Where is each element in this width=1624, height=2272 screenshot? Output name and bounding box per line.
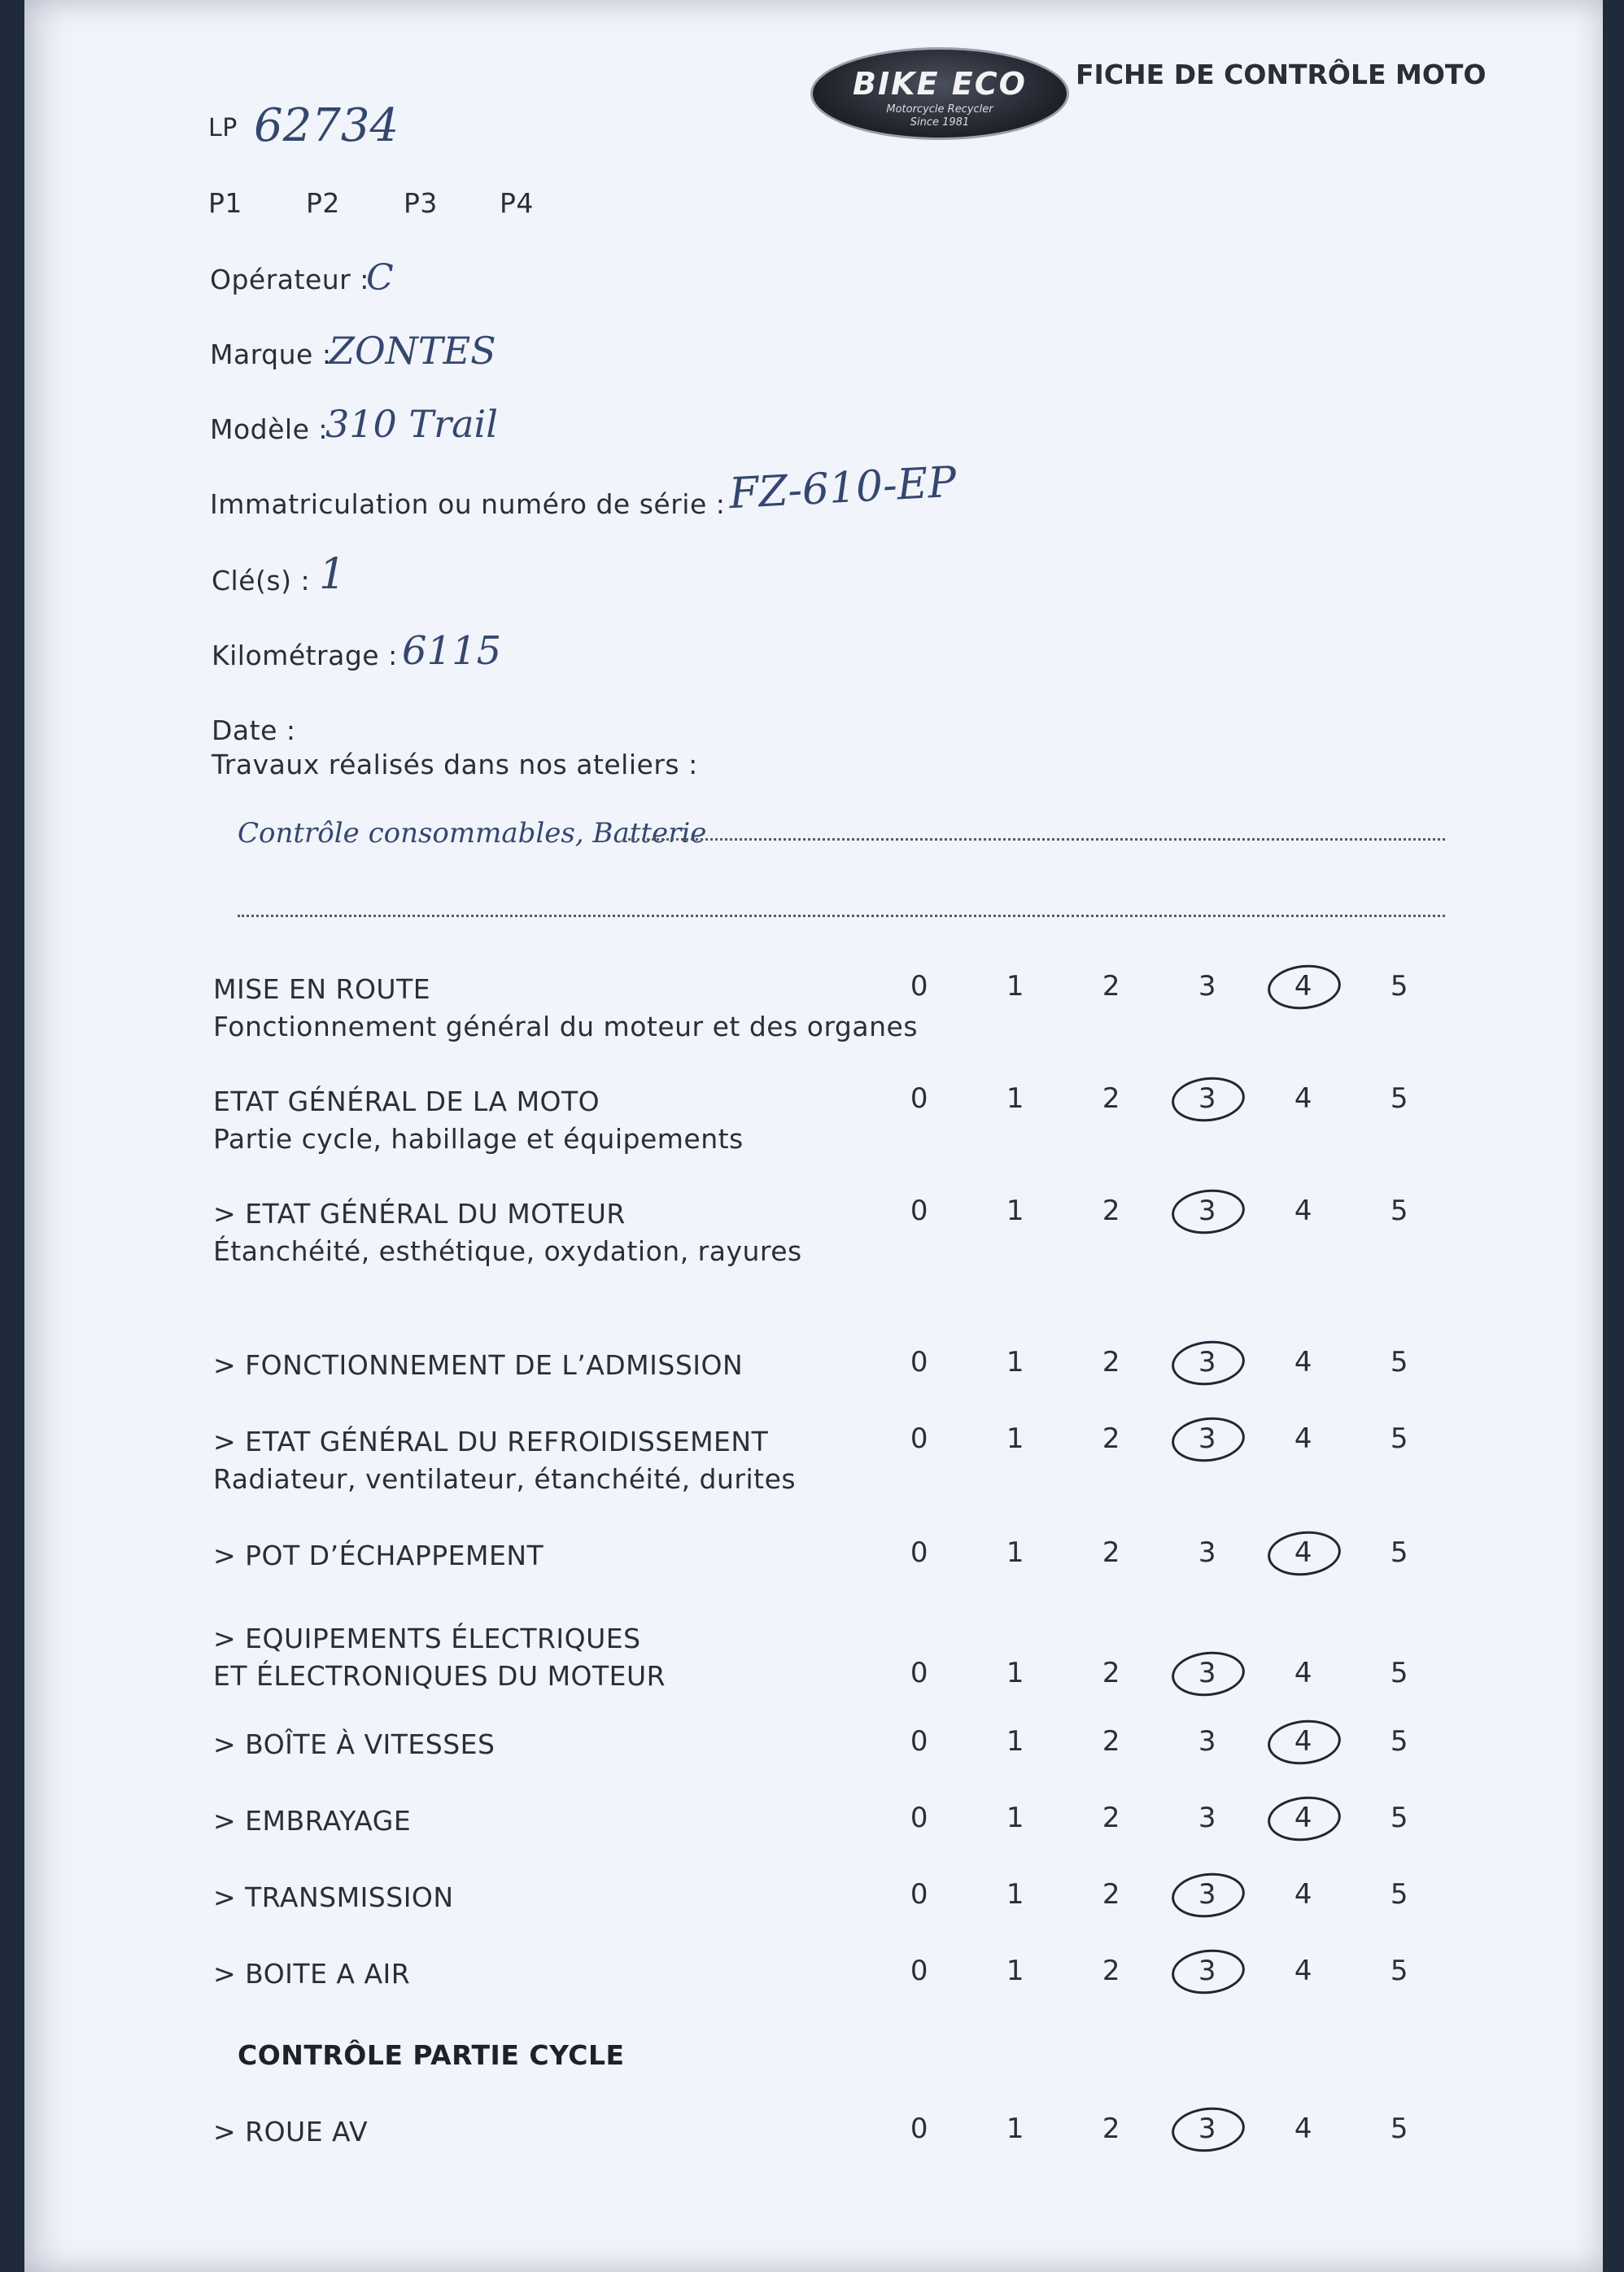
operateur-label: Opérateur : [210, 264, 369, 295]
selected-rating-circle [1265, 1527, 1342, 1579]
rating-option-2[interactable]: 2 [1102, 1082, 1121, 1115]
p4-label[interactable]: P4 [500, 187, 534, 219]
rating-option-0[interactable]: 0 [910, 1346, 929, 1378]
travaux-label: Travaux réalisés dans nos ateliers : [212, 749, 698, 780]
rating-item-subtitle: Radiateur, ventilateur, étanchéité, durites [213, 1463, 797, 1495]
p3-label[interactable]: P3 [404, 187, 438, 219]
rating-option-1[interactable]: 1 [1006, 970, 1025, 1003]
lp-label: LP [208, 114, 238, 142]
kilometrage-label: Kilométrage : [212, 640, 398, 671]
rating-option-0[interactable]: 0 [910, 1878, 929, 1911]
selected-rating-circle [1169, 1648, 1246, 1699]
rating-option-1[interactable]: 1 [1006, 2113, 1025, 2145]
rating-option-5[interactable]: 5 [1390, 2113, 1409, 2145]
selected-rating-circle [1169, 1413, 1246, 1465]
marque-value[interactable]: ZONTES [329, 329, 496, 373]
rating-option-0[interactable]: 0 [910, 1725, 929, 1758]
operateur-value[interactable]: C [366, 257, 394, 299]
control-sheet-paper [24, 0, 1603, 2272]
lp-value[interactable]: 62734 [254, 99, 399, 152]
rating-option-2[interactable]: 2 [1102, 1536, 1121, 1569]
travaux-dotted-line-1 [628, 838, 1445, 841]
rating-option-4[interactable]: 4 [1294, 1725, 1313, 1758]
rating-item-title: > ETAT GÉNÉRAL DU REFROIDISSEMENT [213, 1426, 769, 1457]
rating-item-title: > EMBRAYAGE [213, 1805, 412, 1837]
rating-item-subtitle: Fonctionnement général du moteur et des organes [213, 1011, 919, 1042]
rating-option-1[interactable]: 1 [1006, 1725, 1025, 1758]
rating-option-1[interactable]: 1 [1006, 1536, 1025, 1569]
rating-option-3[interactable]: 3 [1198, 1878, 1217, 1911]
rating-option-2[interactable]: 2 [1102, 1878, 1121, 1911]
travaux-value[interactable]: Contrôle consommables, Batterie [238, 817, 707, 850]
rating-option-0[interactable]: 0 [910, 1657, 929, 1689]
rating-option-2[interactable]: 2 [1102, 970, 1121, 1003]
kilometrage-value[interactable]: 6115 [402, 628, 502, 674]
immatriculation-label: Immatriculation ou numéro de série : [210, 488, 726, 520]
bike-eco-logo [810, 47, 1069, 140]
selected-rating-circle [1169, 1337, 1246, 1388]
rating-option-4[interactable]: 4 [1294, 1802, 1313, 1834]
selected-rating-circle [1169, 1073, 1246, 1125]
document-title: FICHE DE CONTRÔLE MOTO [1076, 59, 1486, 90]
rating-option-0[interactable]: 0 [910, 1802, 929, 1834]
rating-option-2[interactable]: 2 [1102, 1657, 1121, 1689]
rating-option-0[interactable]: 0 [910, 970, 929, 1003]
rating-option-5[interactable]: 5 [1390, 1725, 1409, 1758]
rating-option-5[interactable]: 5 [1390, 1536, 1409, 1569]
rating-item-title: > EQUIPEMENTS ÉLECTRIQUES [213, 1623, 641, 1654]
rating-option-4[interactable]: 4 [1294, 1346, 1313, 1378]
immatriculation-value[interactable]: FZ-610-EP [727, 457, 958, 519]
rating-option-0[interactable]: 0 [910, 1536, 929, 1569]
rating-option-0[interactable]: 0 [910, 1195, 929, 1227]
logo-since: Since 1981 [910, 116, 970, 129]
rating-option-1[interactable]: 1 [1006, 1195, 1025, 1227]
rating-item-title: > FONCTIONNEMENT DE L’ADMISSION [213, 1349, 744, 1381]
rating-option-1[interactable]: 1 [1006, 1955, 1025, 1987]
rating-item-title: > ETAT GÉNÉRAL DU MOTEUR [213, 1198, 626, 1230]
rating-option-5[interactable]: 5 [1390, 1802, 1409, 1834]
rating-option-5[interactable]: 5 [1390, 1422, 1409, 1455]
cles-value[interactable]: 1 [319, 550, 347, 599]
selected-rating-circle [1265, 961, 1342, 1012]
selected-rating-circle [1169, 2104, 1246, 2155]
rating-option-5[interactable]: 5 [1390, 1955, 1409, 1987]
cycle-item-title: > ROUE AV [213, 2116, 369, 2147]
rating-option-4[interactable]: 4 [1294, 2113, 1313, 2145]
rating-item-subtitle: Étanchéité, esthétique, oxydation, rayures [213, 1235, 802, 1267]
rating-option-0[interactable]: 0 [910, 2113, 929, 2145]
rating-option-2[interactable]: 2 [1102, 2113, 1121, 2145]
rating-option-4[interactable]: 4 [1294, 1082, 1313, 1115]
rating-option-2[interactable]: 2 [1102, 1725, 1121, 1758]
p1-label[interactable]: P1 [208, 187, 242, 219]
selected-rating-circle [1265, 1716, 1342, 1767]
modele-value[interactable]: 310 Trail [325, 402, 498, 446]
date-label: Date : [212, 714, 296, 746]
rating-item-title: ETAT GÉNÉRAL DE LA MOTO [213, 1086, 600, 1117]
rating-option-0[interactable]: 0 [910, 1082, 929, 1115]
rating-option-3[interactable]: 3 [1198, 2113, 1217, 2145]
rating-option-3[interactable]: 3 [1198, 1082, 1217, 1115]
rating-option-3[interactable]: 3 [1198, 1725, 1217, 1758]
rating-option-2[interactable]: 2 [1102, 1422, 1121, 1455]
rating-option-5[interactable]: 5 [1390, 1657, 1409, 1689]
rating-option-1[interactable]: 1 [1006, 1422, 1025, 1455]
rating-item-title: > TRANSMISSION [213, 1881, 454, 1913]
rating-option-1[interactable]: 1 [1006, 1346, 1025, 1378]
rating-option-3[interactable]: 3 [1198, 1802, 1217, 1834]
rating-option-4[interactable]: 4 [1294, 1955, 1313, 1987]
travaux-dotted-line-2 [238, 915, 1445, 917]
rating-option-3[interactable]: 3 [1198, 1195, 1217, 1227]
rating-item-title: > POT D’ÉCHAPPEMENT [213, 1540, 544, 1571]
rating-option-3[interactable]: 3 [1198, 1346, 1217, 1378]
rating-item-subtitle: ET ÉLECTRONIQUES DU MOTEUR [213, 1660, 666, 1692]
rating-option-5[interactable]: 5 [1390, 970, 1409, 1003]
rating-option-4[interactable]: 4 [1294, 970, 1313, 1003]
rating-option-5[interactable]: 5 [1390, 1082, 1409, 1115]
rating-option-4[interactable]: 4 [1294, 1657, 1313, 1689]
rating-option-1[interactable]: 1 [1006, 1657, 1025, 1689]
rating-item-subtitle: Partie cycle, habillage et équipements [213, 1123, 744, 1155]
rating-option-3[interactable]: 3 [1198, 970, 1217, 1003]
rating-option-3[interactable]: 3 [1198, 1422, 1217, 1455]
rating-item-title: > BOÎTE À VITESSES [213, 1728, 495, 1760]
rating-option-2[interactable]: 2 [1102, 1346, 1121, 1378]
rating-option-2[interactable]: 2 [1102, 1195, 1121, 1227]
rating-item-title: > BOITE A AIR [213, 1958, 411, 1990]
rating-option-4[interactable]: 4 [1294, 1878, 1313, 1911]
rating-option-3[interactable]: 3 [1198, 1536, 1217, 1569]
marque-label: Marque : [210, 339, 332, 370]
selected-rating-circle [1169, 1946, 1246, 1997]
rating-option-5[interactable]: 5 [1390, 1346, 1409, 1378]
rating-option-4[interactable]: 4 [1294, 1536, 1313, 1569]
rating-item-title: MISE EN ROUTE [213, 973, 431, 1005]
rating-option-3[interactable]: 3 [1198, 1657, 1217, 1689]
section-partie-cycle-title: CONTRÔLE PARTIE CYCLE [238, 2039, 625, 2071]
rating-option-5[interactable]: 5 [1390, 1195, 1409, 1227]
rating-option-4[interactable]: 4 [1294, 1195, 1313, 1227]
rating-option-5[interactable]: 5 [1390, 1878, 1409, 1911]
rating-option-0[interactable]: 0 [910, 1422, 929, 1455]
logo-tagline: Motorcycle Recycler [886, 103, 993, 116]
rating-option-2[interactable]: 2 [1102, 1955, 1121, 1987]
selected-rating-circle [1265, 1793, 1342, 1844]
rating-option-1[interactable]: 1 [1006, 1802, 1025, 1834]
selected-rating-circle [1169, 1869, 1246, 1920]
selected-rating-circle [1169, 1186, 1246, 1237]
modele-label: Modèle : [210, 413, 328, 445]
rating-option-0[interactable]: 0 [910, 1955, 929, 1987]
rating-option-2[interactable]: 2 [1102, 1802, 1121, 1834]
rating-option-3[interactable]: 3 [1198, 1955, 1217, 1987]
p2-label[interactable]: P2 [306, 187, 340, 219]
rating-option-4[interactable]: 4 [1294, 1422, 1313, 1455]
logo-text: BIKE ECO [853, 66, 1027, 102]
rating-option-1[interactable]: 1 [1006, 1878, 1025, 1911]
cles-label: Clé(s) : [212, 565, 311, 596]
rating-option-1[interactable]: 1 [1006, 1082, 1025, 1115]
